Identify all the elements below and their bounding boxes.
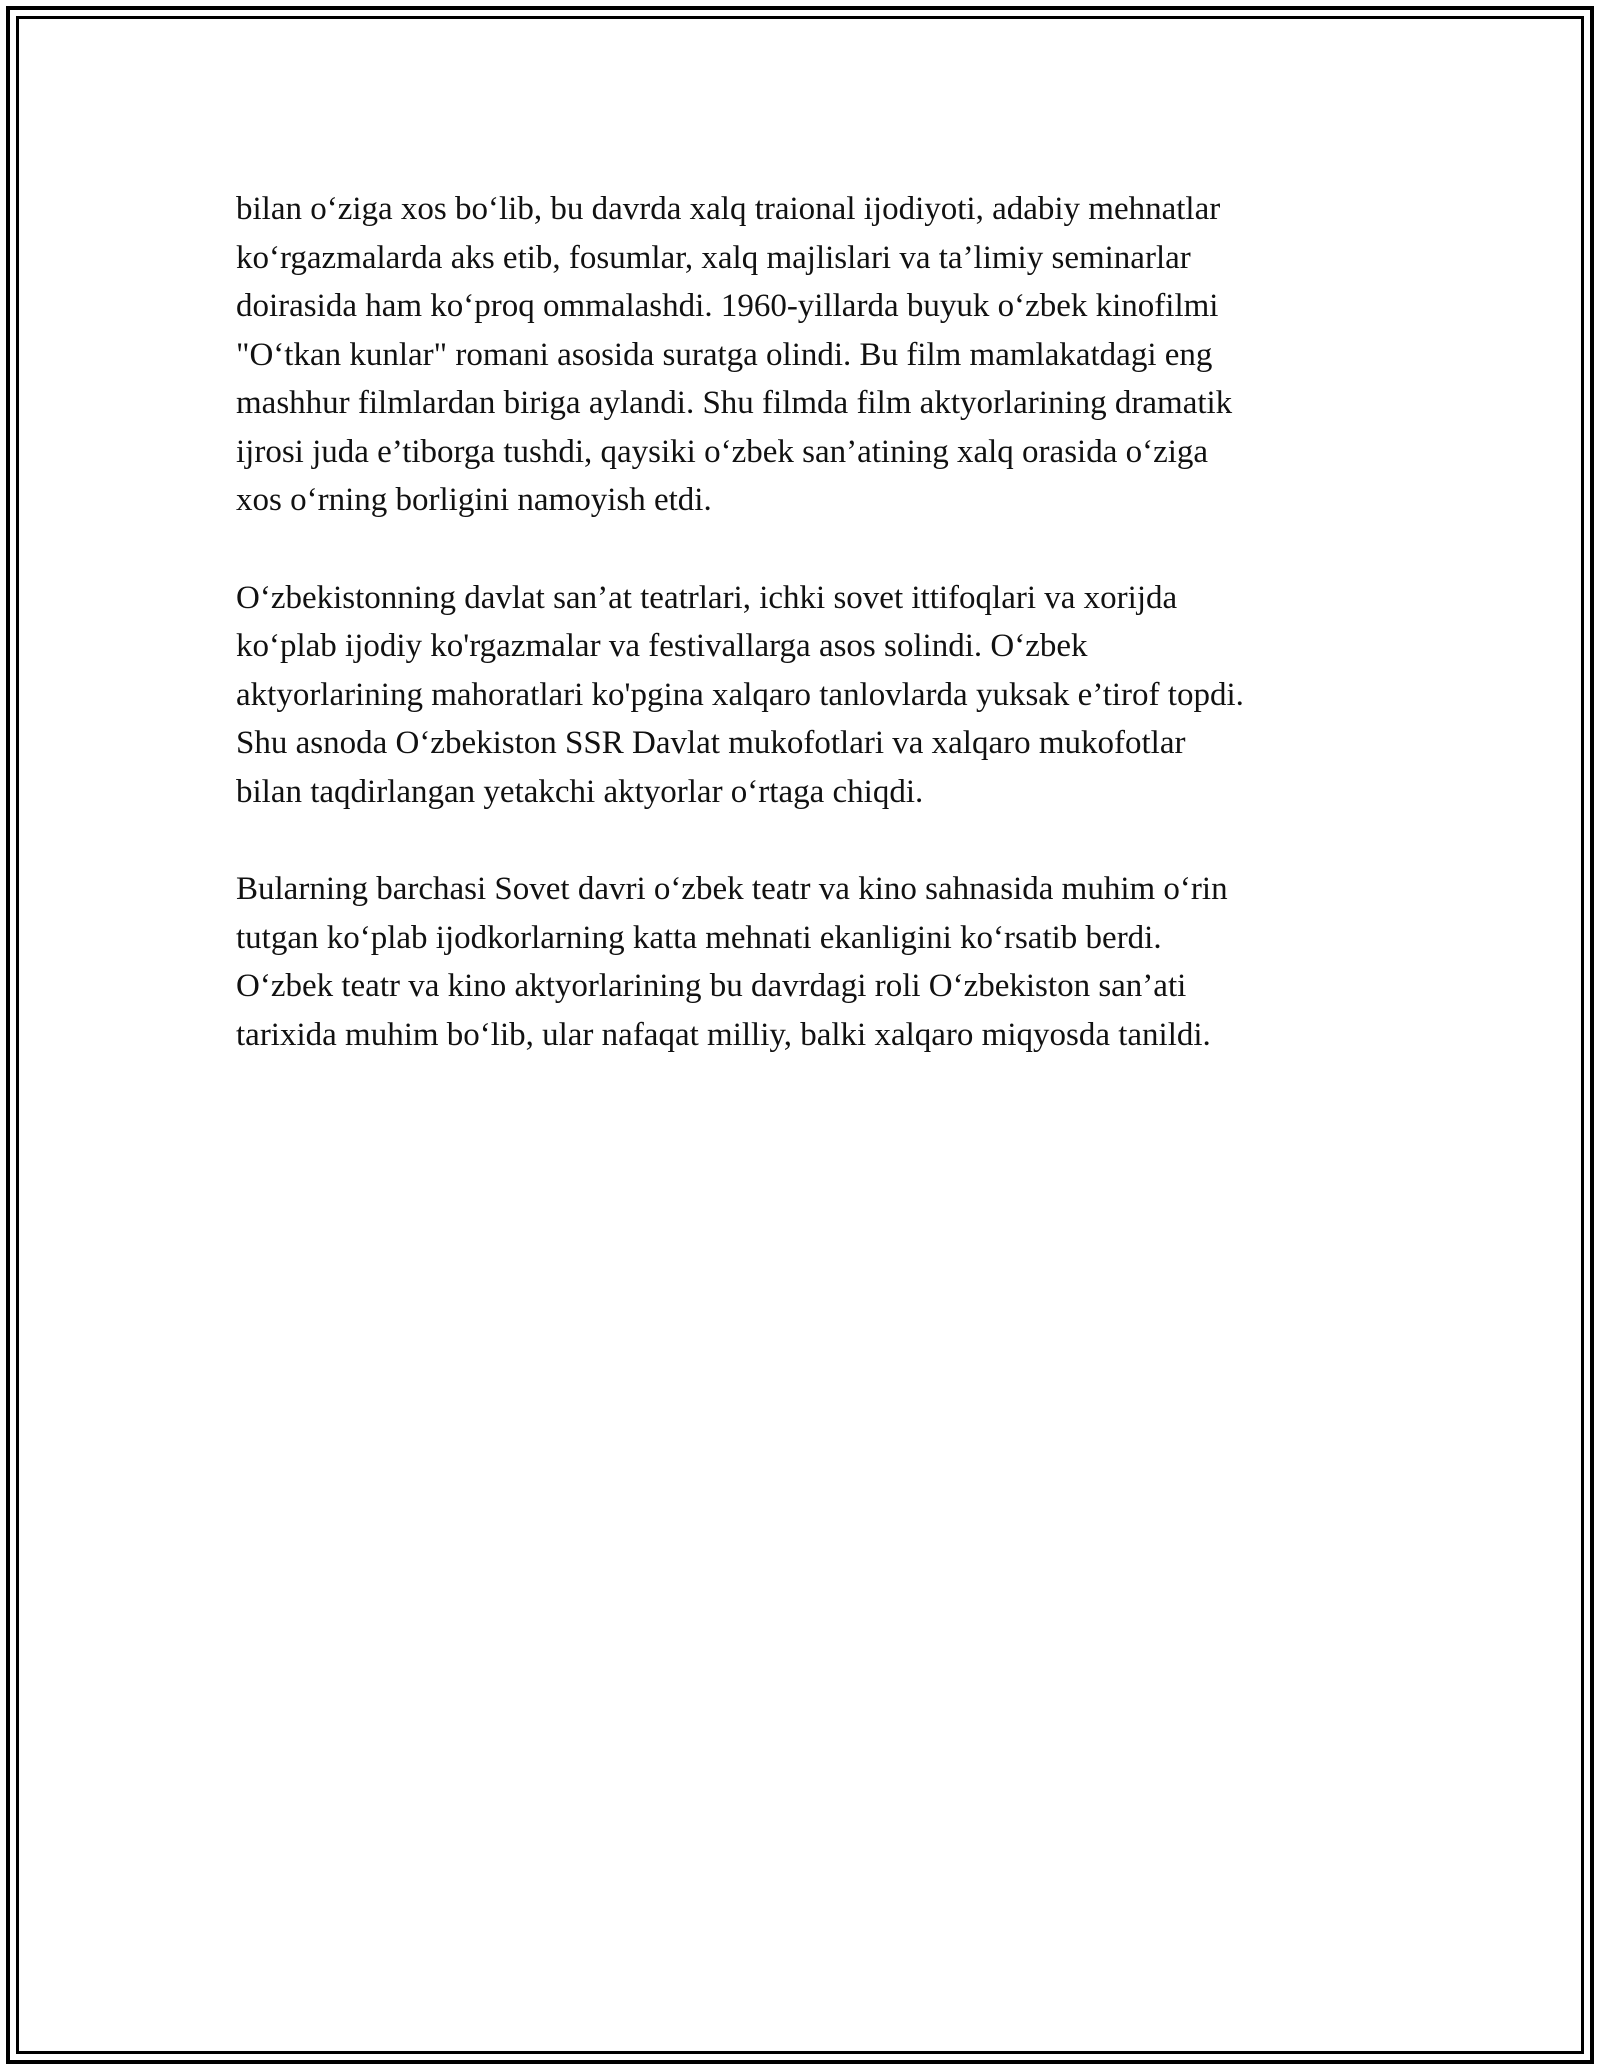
text-line: tutgan ko‘plab ijodkorlarning katta mehnati ekanligini ko‘rsatib berdi. <box>236 919 1162 956</box>
document-body <box>236 185 1376 1108</box>
text-line: aktyorlarining mahoratlari ko'pgina xalqaro tanlovlarda yuksak e’tirof topdi. <box>236 676 1244 713</box>
text-line: tarixida muhim bo‘lib, ular nafaqat milliy, balki xalqaro miqyosda tanildi. <box>236 1016 1211 1053</box>
paragraph-2 <box>236 574 1376 817</box>
text-line: bilan taqdirlangan yetakchi aktyorlar o‘rtaga chiqdi. <box>236 773 924 810</box>
text-line: Shu asnoda O‘zbekiston SSR Davlat mukofotlari va xalqaro mukofotlar <box>236 725 1186 761</box>
text-line: bilan o‘ziga xos bo‘lib, bu davrda xalq traional ijodiyoti, adabiy mehnatlar <box>236 191 1221 227</box>
text-line: ijrosi juda e’tiborga tushdi, qaysiki o‘zbek san’atining xalq orasida o‘ziga <box>236 433 1209 470</box>
text-line: mashhur filmlardan biriga aylandi. Shu filmda film aktyorlarining dramatik <box>236 385 1233 421</box>
paragraph-1 <box>236 185 1376 525</box>
text-line: doirasida ham ko‘proq ommalashdi. 1960-yillarda buyuk o‘zbek kinofilmi <box>236 288 1219 324</box>
text-line: "O‘tkan kunlar" romani asosida suratga olindi. Bu film mamlakatdagi eng <box>236 336 1213 373</box>
text-line: O‘zbek teatr va kino aktyorlarining bu davrdagi roli O‘zbekiston san’ati <box>236 968 1187 1004</box>
text-line: ko‘plab ijodiy ko'rgazmalar va festivallarga asos solindi. O‘zbek <box>236 628 1088 664</box>
text-line: O‘zbekistonning davlat san’at teatrlari, ichki sovet ittifoqlari va xorijda <box>236 579 1178 616</box>
text-line: Bularning barchasi Sovet davri o‘zbek teatr va kino sahnasida muhim o‘rin <box>236 871 1228 907</box>
text-line: ko‘rgazmalarda aks etib, fosumlar, xalq majlislari va ta’limiy seminarlar <box>236 239 1191 276</box>
paragraph-3 <box>236 865 1376 1059</box>
text-line: xos o‘rning borligini namoyish etdi. <box>236 482 712 518</box>
